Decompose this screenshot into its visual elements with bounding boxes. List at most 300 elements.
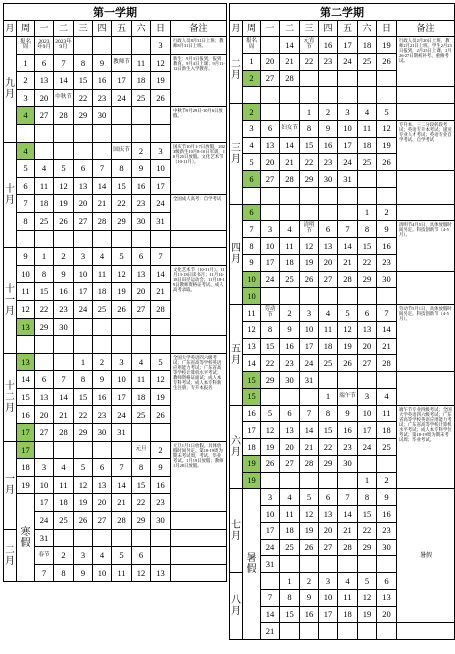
week-number: 2 — [243, 70, 261, 87]
day-cell: 14 — [280, 37, 300, 54]
day-cell: 23 — [377, 522, 397, 539]
day-cell: 28 — [300, 455, 319, 472]
day-cell: 25 — [358, 53, 377, 70]
day-cell: 9 — [54, 265, 74, 283]
day-cell — [338, 187, 358, 204]
remark-cell — [171, 529, 227, 547]
week-number: 13 — [17, 353, 35, 371]
day-cell: 11 — [54, 476, 74, 494]
day-cell: 6 — [35, 54, 54, 72]
day-cell — [280, 388, 300, 405]
remark-cell: 新生：9月3日报到，报到教育。9月4日上课；9月11-12日新生入学教育。 — [171, 54, 227, 107]
day-cell: 4 — [377, 388, 397, 405]
day-cell: 10 — [74, 265, 93, 283]
day-cell: 20 — [35, 406, 54, 424]
day-cell: 29 — [132, 512, 151, 530]
day-cell: 2 — [377, 472, 397, 489]
day-cell — [358, 70, 377, 87]
day-cell: 12 — [358, 589, 377, 606]
day-cell: 6 — [35, 371, 54, 389]
day-cell: 27 — [35, 107, 54, 125]
week-number: 17 — [17, 441, 35, 459]
day-cell: 2 — [54, 547, 74, 565]
day-cell: 22 — [35, 300, 54, 318]
day-cell: 7 — [338, 489, 358, 506]
day-cell: 15 — [74, 72, 93, 90]
week-number: 1 — [17, 54, 35, 72]
day-cell: 28 — [93, 212, 112, 230]
week-number: 12 — [243, 321, 261, 338]
day-cell: 17 — [261, 522, 280, 539]
day-cell: 17 — [319, 606, 338, 623]
day-cell: 17 — [261, 254, 280, 271]
day-cell: 3 — [74, 248, 93, 266]
day-cell — [132, 230, 151, 248]
week-number: 2 — [243, 104, 261, 121]
day-cell: 9 — [93, 371, 112, 389]
day-cell: 2 — [151, 441, 171, 459]
day-cell: 18 — [280, 522, 300, 539]
day-cell: 30 — [377, 539, 397, 556]
day-cell — [112, 124, 132, 142]
day-cell — [319, 372, 338, 389]
calendar-row — [230, 305, 455, 322]
day-cell: 27 — [261, 70, 280, 87]
day-cell: 10 — [151, 160, 171, 178]
day-cell: 5 — [54, 160, 74, 178]
day-cell: 26 — [151, 89, 171, 107]
day-cell: 8 — [74, 54, 93, 72]
day-cell — [74, 142, 93, 160]
day-cell — [300, 70, 319, 87]
day-cell: 15 — [132, 476, 151, 494]
remark-cell: 元旦1月1日放假。具体放假时间另定。第18-19周为期末考试周，考试、毕业考试。1月19日放假；教师1月28日放假。 — [171, 441, 227, 511]
day-cell: 3 — [261, 489, 280, 506]
day-cell: 22 — [261, 355, 280, 372]
day-cell — [358, 372, 377, 389]
column-header: 周 — [243, 21, 261, 37]
day-cell — [358, 623, 377, 640]
day-cell: 12 — [132, 564, 151, 582]
day-cell — [358, 455, 377, 472]
day-cell: 16 — [319, 137, 338, 154]
day-cell: 妇女节 — [280, 120, 300, 137]
day-cell: 19 — [338, 338, 358, 355]
day-cell: 29 — [300, 171, 319, 188]
week-number: 6 — [243, 171, 261, 188]
day-cell: 28 — [377, 355, 397, 372]
day-cell: 6 — [93, 459, 112, 477]
day-cell — [151, 336, 171, 354]
day-cell: 17 — [112, 388, 132, 406]
remark-cell: 全国成人高考：自学考试 — [171, 195, 227, 230]
day-cell: 23 — [93, 406, 112, 424]
day-cell: 10 — [93, 564, 112, 582]
day-cell: 9 — [377, 489, 397, 506]
day-cell: 10 — [35, 476, 54, 494]
week-number: 5 — [243, 154, 261, 171]
day-cell: 27 — [280, 455, 300, 472]
day-cell: 11 — [93, 265, 112, 283]
calendar-row — [230, 171, 455, 188]
day-cell: 2 — [319, 104, 338, 121]
day-cell: 5 — [300, 489, 319, 506]
day-cell: 15 — [261, 338, 280, 355]
day-cell: 13 — [280, 422, 300, 439]
day-cell — [93, 318, 112, 336]
day-cell — [319, 288, 338, 305]
day-cell — [377, 556, 397, 573]
day-cell — [280, 87, 300, 104]
day-cell: 20 — [261, 154, 280, 171]
day-cell: 24 — [338, 154, 358, 171]
week-number: 3 — [17, 89, 35, 107]
day-cell: 15 — [358, 238, 377, 255]
day-cell: 21 — [112, 494, 132, 512]
day-cell — [54, 529, 74, 547]
calendar-row — [4, 512, 227, 530]
day-cell: 5 — [151, 353, 171, 371]
day-cell — [54, 230, 74, 248]
day-cell: 24 — [112, 406, 132, 424]
day-cell — [93, 336, 112, 354]
day-cell: 12 — [151, 371, 171, 389]
day-cell: 24 — [338, 53, 358, 70]
day-cell — [338, 288, 358, 305]
day-cell: 1 — [300, 104, 319, 121]
day-cell: 8 — [132, 459, 151, 477]
day-cell — [280, 204, 300, 221]
day-cell: 1 — [74, 353, 93, 371]
week-number: 13 — [17, 318, 35, 336]
day-cell: 5 — [377, 104, 397, 121]
day-cell: 24 — [300, 355, 319, 372]
day-cell — [35, 142, 54, 160]
day-cell: 4 — [54, 459, 74, 477]
day-cell: 25 — [35, 212, 54, 230]
month-label: 五月 — [230, 305, 243, 406]
week-number: 10 — [243, 271, 261, 288]
day-cell: 24 — [74, 300, 93, 318]
day-cell: 12 — [338, 321, 358, 338]
day-cell — [338, 204, 358, 221]
remark-cell: 中秋节9月29日-10月6日放假。 — [171, 107, 227, 142]
column-header: 日 — [377, 21, 397, 37]
day-cell: 教师节 — [112, 54, 132, 72]
week-number: 11 — [243, 305, 261, 322]
remark-cell — [397, 87, 455, 104]
calendar-row — [4, 107, 227, 125]
remark-cell — [397, 271, 455, 305]
day-cell: 6 — [74, 160, 93, 178]
day-cell: 1 — [280, 573, 300, 590]
remark-cell — [171, 512, 227, 530]
calendar-row — [4, 353, 227, 371]
day-cell: 30 — [338, 455, 358, 472]
month-label: 三月 — [230, 104, 243, 205]
day-cell: 15 — [35, 283, 54, 301]
day-cell — [151, 124, 171, 142]
week-number: 4 — [17, 107, 35, 125]
day-cell — [112, 37, 132, 55]
calendar-row — [230, 37, 455, 54]
day-cell: 6 — [132, 547, 151, 565]
day-cell — [261, 104, 280, 121]
day-cell — [151, 318, 171, 336]
day-cell: 24 — [35, 512, 54, 530]
remark-cell: 清明节4月5日，具体放假时间另定。科技创新节（4-5月）。 — [397, 221, 455, 271]
day-cell: 5 — [112, 248, 132, 266]
day-cell: 17 — [358, 422, 377, 439]
day-cell: 13 — [319, 506, 338, 523]
day-cell: 2 — [377, 204, 397, 221]
month-label: 十月 — [4, 142, 17, 248]
day-cell — [338, 472, 358, 489]
remark-cell: 暑假 — [397, 489, 455, 623]
week-number: 7 — [243, 221, 261, 238]
day-cell — [74, 124, 93, 142]
day-cell: 14 — [93, 177, 112, 195]
calendar-row — [230, 271, 455, 288]
week-number: 15 — [243, 388, 261, 405]
calendar-row — [4, 195, 227, 213]
day-cell: 27 — [358, 355, 377, 372]
month-label: 一月 — [4, 441, 17, 529]
day-cell: 19 — [300, 254, 319, 271]
day-cell — [377, 171, 397, 188]
day-cell — [74, 441, 93, 459]
day-cell: 14 — [338, 506, 358, 523]
day-cell — [132, 37, 151, 55]
week-number: 报名周 — [243, 37, 261, 54]
day-cell: 30 — [132, 212, 151, 230]
day-cell: 16 — [300, 606, 319, 623]
day-cell: 31 — [35, 529, 54, 547]
day-cell — [338, 70, 358, 87]
day-cell — [261, 472, 280, 489]
day-cell — [132, 124, 151, 142]
week-number: 8 — [243, 238, 261, 255]
day-cell — [112, 529, 132, 547]
day-cell: 14 — [54, 388, 74, 406]
day-cell: 7 — [112, 459, 132, 477]
column-header: 一 — [261, 21, 280, 37]
month-label: 八月 — [230, 573, 243, 640]
week-number: 19 — [243, 472, 261, 489]
day-cell: 18 — [280, 254, 300, 271]
day-cell: 端午节 — [338, 388, 358, 405]
remark-cell — [397, 104, 455, 121]
week-number: 16 — [17, 406, 35, 424]
week-number: 5 — [17, 160, 35, 178]
column-header: 月 — [4, 21, 17, 37]
day-cell: 26 — [54, 212, 74, 230]
day-cell — [261, 388, 280, 405]
remark-cell — [171, 547, 227, 565]
day-cell: 20 — [280, 439, 300, 456]
day-cell: 31 — [300, 372, 319, 389]
day-cell: 23 — [93, 89, 112, 107]
day-cell: 3 — [151, 37, 171, 55]
day-cell: 22 — [358, 254, 377, 271]
day-cell — [377, 70, 397, 87]
week-number: 15 — [243, 372, 261, 389]
day-cell: 元旦 — [132, 441, 151, 459]
remark-cell — [397, 171, 455, 205]
day-cell: 31 — [151, 212, 171, 230]
day-cell: 12 — [151, 54, 171, 72]
day-cell — [74, 318, 93, 336]
day-cell — [93, 37, 112, 55]
day-cell — [54, 142, 74, 160]
day-cell: 11 — [132, 54, 151, 72]
day-cell: 27 — [319, 539, 338, 556]
day-cell: 10 — [319, 589, 338, 606]
day-cell: 19 — [54, 195, 74, 213]
day-cell — [377, 288, 397, 305]
week-number — [243, 187, 261, 204]
day-cell: 17 — [338, 37, 358, 54]
remark-cell: 文化艺术节（10-11月）。11月13-18日读书月；11月14-18日田径运动会；11月18-19日教师资格证考试，成人高考录取。 — [171, 265, 227, 335]
calendar-row — [230, 104, 455, 121]
day-cell: 28 — [280, 70, 300, 87]
day-cell — [132, 336, 151, 354]
day-cell: 12 — [300, 238, 319, 255]
day-cell: 8 — [319, 405, 338, 422]
day-cell: 6 — [319, 221, 338, 238]
day-cell: 10 — [338, 120, 358, 137]
day-cell: 21 — [338, 254, 358, 271]
day-cell: 7 — [261, 589, 280, 606]
day-cell: 8 — [358, 489, 377, 506]
day-cell — [132, 318, 151, 336]
week-number — [17, 336, 35, 354]
day-cell: 19 — [151, 72, 171, 90]
semester-title: 第一学期 — [4, 4, 227, 21]
day-cell: 16 — [338, 422, 358, 439]
day-cell: 8 — [300, 120, 319, 137]
week-number: 17 — [243, 422, 261, 439]
month-label: 九月 — [4, 37, 17, 143]
day-cell: 14 — [112, 476, 132, 494]
day-cell: 14 — [151, 265, 171, 283]
day-cell: 12 — [377, 120, 397, 137]
day-cell: 21 — [377, 338, 397, 355]
day-cell: 4 — [93, 547, 112, 565]
day-cell: 19 — [74, 494, 93, 512]
week-number: 6 — [17, 177, 35, 195]
day-cell: 25 — [280, 271, 300, 288]
day-cell — [35, 124, 54, 142]
day-cell: 21 — [280, 53, 300, 70]
day-cell: 3 — [319, 573, 338, 590]
column-header: 备注 — [171, 21, 227, 37]
day-cell: 25 — [132, 89, 151, 107]
day-cell: 25 — [377, 439, 397, 456]
day-cell: 7 — [151, 248, 171, 266]
week-number: 2 — [17, 72, 35, 90]
day-cell: 11 — [377, 405, 397, 422]
month-label: 十二月 — [4, 353, 17, 441]
day-cell: 10 — [112, 371, 132, 389]
day-cell: 9 — [319, 120, 338, 137]
day-cell — [300, 204, 319, 221]
day-cell — [280, 556, 300, 573]
week-number: 16 — [243, 405, 261, 422]
column-header: 日 — [151, 21, 171, 37]
day-cell: 11 — [280, 506, 300, 523]
day-cell: 18 — [358, 137, 377, 154]
day-cell: 8 — [261, 321, 280, 338]
column-header: 二 — [280, 21, 300, 37]
day-cell: 5 — [358, 573, 377, 590]
day-cell: 16 — [54, 283, 74, 301]
day-cell: 15 — [112, 177, 132, 195]
day-cell: 25 — [54, 512, 74, 530]
remark-cell: 专升本、三二分段转段考试；英语专升本考试；递送专业人才考试；英语专业自学考试、自学考试 — [397, 120, 455, 170]
day-cell: 13 — [35, 72, 54, 90]
day-cell — [93, 124, 112, 142]
week-number: 1 — [243, 53, 261, 70]
day-cell: 2 — [300, 573, 319, 590]
calendar-row — [4, 265, 227, 283]
month-label: 二月 — [4, 529, 17, 582]
remark-cell — [397, 623, 455, 640]
day-cell: 6 — [261, 120, 280, 137]
day-cell — [35, 230, 54, 248]
day-cell: 7 — [54, 54, 74, 72]
day-cell: 10 — [300, 321, 319, 338]
day-cell: 26 — [151, 406, 171, 424]
week-number: 15 — [17, 388, 35, 406]
day-cell: 5 — [112, 547, 132, 565]
day-cell: 春节 — [35, 547, 54, 565]
day-cell: 21 — [93, 195, 112, 213]
week-number: 6 — [243, 204, 261, 221]
day-cell: 30 — [319, 171, 338, 188]
day-cell: 29 — [261, 372, 280, 389]
day-cell — [358, 87, 377, 104]
day-cell — [74, 230, 93, 248]
column-header: 五 — [338, 21, 358, 37]
day-cell — [261, 204, 280, 221]
week-number: 9 — [17, 248, 35, 266]
calendar-row — [4, 441, 227, 459]
column-header: 五 — [112, 21, 132, 37]
calendar-row — [4, 248, 227, 266]
day-cell: 25 — [280, 539, 300, 556]
week-number: 8 — [17, 212, 35, 230]
day-cell — [93, 142, 112, 160]
calendar-row — [4, 547, 227, 565]
day-cell: 21 — [300, 439, 319, 456]
day-cell: 19 — [300, 522, 319, 539]
day-cell: 20 — [377, 606, 397, 623]
day-cell — [112, 441, 132, 459]
column-header: 二 — [54, 21, 74, 37]
column-header: 四 — [319, 21, 338, 37]
day-cell: 13 — [132, 265, 151, 283]
day-cell — [74, 37, 93, 55]
day-cell: 10 — [358, 405, 377, 422]
day-cell: 26 — [300, 271, 319, 288]
column-header: 月 — [230, 21, 243, 37]
week-number: 11 — [17, 283, 35, 301]
calendar-row — [4, 142, 227, 160]
column-header: 一 — [35, 21, 54, 37]
day-cell: 17 — [74, 283, 93, 301]
day-cell: 26 — [112, 300, 132, 318]
